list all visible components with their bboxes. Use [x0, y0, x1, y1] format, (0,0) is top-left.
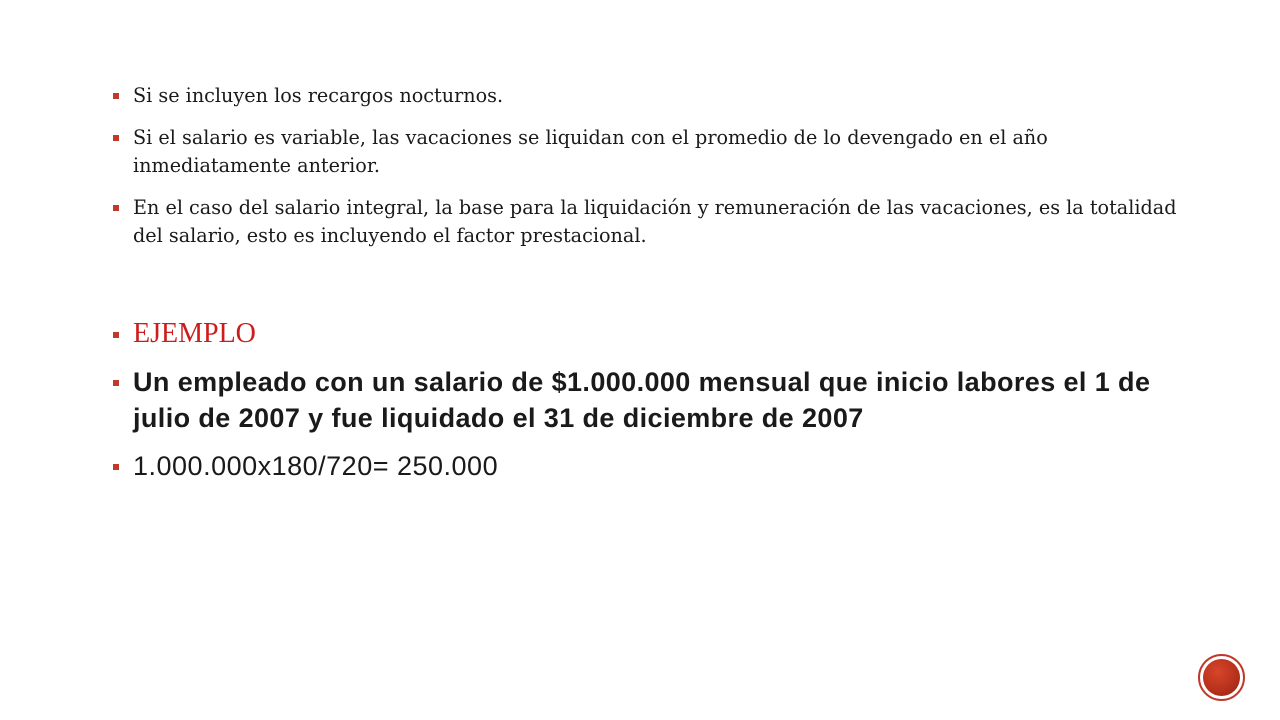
- bullet-square-icon: [113, 205, 119, 211]
- bullet-square-icon: [113, 93, 119, 99]
- bullet-square-icon: [113, 135, 119, 141]
- example-formula: 1.000.000x180/720= 250.000: [133, 451, 499, 481]
- list-item: [113, 364, 1213, 436]
- list-item: [113, 448, 1213, 484]
- bullet-square-icon: [113, 464, 119, 470]
- list-item: [113, 82, 1193, 110]
- circle-emblem-icon: [1203, 659, 1240, 696]
- note-text: Si el salario es variable, las vacaciones se liquidan con el promedio de lo devengado en el año inmediatamente anterior.: [133, 126, 1048, 177]
- list-item: [113, 194, 1193, 250]
- list-item: [113, 124, 1193, 180]
- notes-list: [113, 82, 1193, 264]
- bullet-square-icon: [113, 380, 119, 386]
- example-list: [113, 316, 1213, 496]
- note-text: En el caso del salario integral, la base para la liquidación y remuneración de las vacaciones, es la totalidad del salario, esto es incluyendo el factor prestacional.: [133, 196, 1177, 247]
- slide-nav-button[interactable]: [1198, 654, 1245, 701]
- note-text: Si se incluyen los recargos nocturnos.: [133, 84, 504, 107]
- example-heading: EJEMPLO: [133, 318, 256, 349]
- example-description: Un empleado con un salario de $1.000.000 mensual que inicio labores el 1 de julio de 2007 y fue liquidado el 31 de diciembre de 2007: [133, 367, 1151, 433]
- list-item: [113, 316, 1213, 352]
- bullet-square-icon: [113, 332, 119, 338]
